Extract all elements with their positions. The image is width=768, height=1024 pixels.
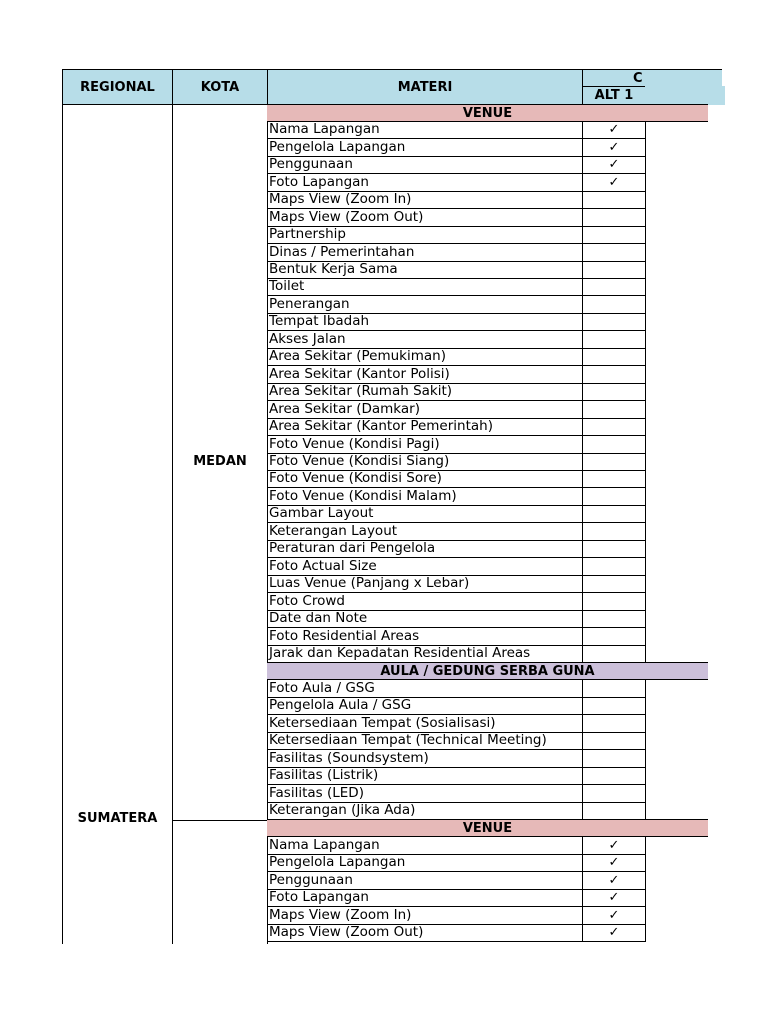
table-row: [267, 837, 646, 855]
table-row: [267, 593, 646, 611]
table-row: [267, 750, 646, 768]
materi-cell: Partnership: [268, 226, 583, 243]
section-title: VENUE: [462, 105, 513, 121]
table-row: [267, 610, 646, 628]
kota-value: MEDAN: [193, 454, 247, 469]
materi-cell: Fasilitas (Listrik): [268, 767, 583, 784]
materi-cell: Keterangan (Jika Ada): [268, 802, 583, 819]
alt1-cell[interactable]: [583, 453, 645, 470]
table-row: [267, 418, 646, 436]
alt1-cell[interactable]: [583, 785, 645, 802]
materi-cell: Pengelola Aula / GSG: [268, 697, 583, 714]
alt1-cell[interactable]: [583, 331, 645, 348]
alt1-cell[interactable]: [583, 593, 645, 610]
table-row: [267, 366, 646, 384]
check-icon[interactable]: ✓: [608, 890, 620, 905]
alt1-cell[interactable]: [583, 244, 645, 261]
check-icon[interactable]: ✓: [608, 122, 620, 137]
materi-cell: Foto Lapangan: [268, 889, 583, 906]
alt1-cell[interactable]: [583, 540, 645, 557]
materi-cell: Foto Venue (Kondisi Malam): [268, 488, 583, 505]
materi-cell: Toilet: [268, 278, 583, 295]
alt1-cell[interactable]: [583, 296, 645, 313]
section-title: AULA / GEDUNG SERBA GUNA: [380, 663, 595, 679]
table-row: [267, 453, 646, 471]
alt1-cell[interactable]: [583, 575, 645, 592]
materi-cell: Akses Jalan: [268, 331, 583, 348]
materi-cell: Foto Venue (Kondisi Sore): [268, 470, 583, 487]
materi-cell: Pengelola Lapangan: [268, 854, 583, 871]
table-row: [267, 383, 646, 401]
table-row: [267, 401, 646, 419]
alt1-cell[interactable]: [583, 628, 645, 645]
check-icon[interactable]: ✓: [608, 175, 620, 190]
materi-cell: Dinas / Pemerintahan: [268, 244, 583, 261]
materi-cell: Foto Actual Size: [268, 558, 583, 575]
materi-cell: Maps View (Zoom Out): [268, 924, 583, 941]
alt1-cell[interactable]: [583, 348, 645, 365]
section-header-venue: [267, 104, 708, 122]
materi-cell: Maps View (Zoom Out): [268, 209, 583, 226]
materi-cell: Foto Residential Areas: [268, 628, 583, 645]
check-icon[interactable]: ✓: [608, 925, 620, 940]
materi-cell: Area Sekitar (Damkar): [268, 401, 583, 418]
header-alt1-label: ALT 1: [594, 88, 634, 103]
table-row: [267, 680, 646, 698]
table-row: [267, 715, 646, 733]
materi-cell: Penerangan: [268, 296, 583, 313]
alt1-cell[interactable]: [583, 261, 645, 278]
table-row: [267, 156, 646, 174]
materi-cell: Date dan Note: [268, 610, 583, 627]
table-row: [267, 348, 646, 366]
alt1-cell[interactable]: [583, 401, 645, 418]
table-row: [267, 645, 646, 663]
materi-cell: Pengelola Lapangan: [268, 139, 583, 156]
alt1-cell[interactable]: [583, 697, 645, 714]
materi-cell: Bentuk Kerja Sama: [268, 261, 583, 278]
materi-cell: Maps View (Zoom In): [268, 191, 583, 208]
alt1-cell[interactable]: [583, 645, 645, 662]
table-row: [267, 226, 646, 244]
table-row: [267, 924, 646, 942]
materi-cell: Keterangan Layout: [268, 523, 583, 540]
header-filler: [645, 86, 725, 105]
materi-cell: Penggunaan: [268, 156, 583, 173]
table-row: [267, 802, 646, 820]
regional-value: SUMATERA: [77, 811, 158, 826]
header-alt1: [582, 86, 646, 105]
table-row: [267, 575, 646, 593]
table-row: [267, 121, 646, 139]
alt1-cell[interactable]: [583, 436, 645, 453]
materi-cell: Ketersediaan Tempat (Sosialisasi): [268, 715, 583, 732]
table-row: [267, 872, 646, 890]
check-icon[interactable]: ✓: [608, 838, 620, 853]
table-row: [267, 854, 646, 872]
materi-cell: Foto Venue (Kondisi Siang): [268, 453, 583, 470]
materi-cell: Fasilitas (Soundsystem): [268, 750, 583, 767]
materi-cell: Area Sekitar (Kantor Polisi): [268, 366, 583, 383]
materi-cell: Luas Venue (Panjang x Lebar): [268, 575, 583, 592]
table-row: [267, 889, 646, 907]
table-row: [267, 628, 646, 646]
check-icon[interactable]: ✓: [608, 873, 620, 888]
table-row: [267, 785, 646, 803]
alt1-cell[interactable]: [583, 383, 645, 400]
alt1-cell[interactable]: [583, 470, 645, 487]
check-icon[interactable]: ✓: [608, 855, 620, 870]
header-kota: [172, 69, 268, 105]
materi-cell: Area Sekitar (Kantor Pemerintah): [268, 418, 583, 435]
alt1-cell[interactable]: [583, 505, 645, 522]
materi-cell: Foto Crowd: [268, 593, 583, 610]
table-row: [267, 767, 646, 785]
materi-cell: Area Sekitar (Pemukiman): [268, 348, 583, 365]
table-row: [267, 174, 646, 192]
materi-cell: Penggunaan: [268, 872, 583, 889]
table-row: [267, 261, 646, 279]
alt1-cell[interactable]: [583, 226, 645, 243]
materi-cell: Foto Venue (Kondisi Pagi): [268, 436, 583, 453]
table-row: [267, 209, 646, 227]
check-icon[interactable]: ✓: [608, 140, 620, 155]
alt1-cell[interactable]: [583, 715, 645, 732]
section-header-aula: [267, 662, 708, 680]
header-materi: [267, 69, 583, 105]
table-row: [267, 331, 646, 349]
alt1-cell[interactable]: [583, 523, 645, 540]
table-row: [267, 505, 646, 523]
alt1-cell[interactable]: [583, 191, 645, 208]
header-regional-label: REGIONAL: [80, 79, 155, 95]
check-icon[interactable]: ✓: [608, 157, 620, 172]
table-row: [267, 191, 646, 209]
table-row: [267, 436, 646, 454]
materi-cell: Maps View (Zoom In): [268, 907, 583, 924]
alt1-cell[interactable]: [583, 732, 645, 749]
header-kota-label: KOTA: [200, 79, 240, 95]
section-title: VENUE: [462, 820, 513, 836]
materi-cell: Nama Lapangan: [268, 121, 583, 138]
header-materi-label: MATERI: [397, 79, 453, 95]
materi-cell: Nama Lapangan: [268, 837, 583, 854]
check-icon[interactable]: ✓: [608, 908, 620, 923]
materi-cell: Peraturan dari Pengelola: [268, 540, 583, 557]
table-row: [267, 907, 646, 925]
alt1-cell[interactable]: [583, 313, 645, 330]
alt1-cell[interactable]: [583, 278, 645, 295]
materi-cell: Gambar Layout: [268, 505, 583, 522]
table-row: [267, 697, 646, 715]
alt1-cell[interactable]: [583, 610, 645, 627]
alt1-cell[interactable]: [583, 209, 645, 226]
materi-cell: Area Sekitar (Rumah Sakit): [268, 383, 583, 400]
alt1-cell[interactable]: [583, 767, 645, 784]
materi-cell: Fasilitas (LED): [268, 785, 583, 802]
table-row: [267, 278, 646, 296]
alt1-cell[interactable]: [583, 488, 645, 505]
table-row: [267, 296, 646, 314]
table-row: [267, 244, 646, 262]
table-row: [267, 523, 646, 541]
kota-merged-cell: [172, 104, 268, 944]
materi-cell: Jarak dan Kepadatan Residential Areas: [268, 645, 583, 662]
materi-cell: Foto Lapangan: [268, 174, 583, 191]
table-row: [267, 470, 646, 488]
alt1-cell[interactable]: [583, 750, 645, 767]
alt1-cell[interactable]: [583, 558, 645, 575]
materi-cell: Ketersediaan Tempat (Technical Meeting): [268, 732, 583, 749]
materi-cell: Tempat Ibadah: [268, 313, 583, 330]
header-group-label: C: [633, 70, 643, 86]
table-row: [267, 139, 646, 157]
table-row: [267, 558, 646, 576]
table-row: [267, 488, 646, 506]
kota-divider: [172, 820, 268, 821]
alt1-cell[interactable]: [583, 418, 645, 435]
materi-cell: Foto Aula / GSG: [268, 680, 583, 697]
section-header-venue: [267, 819, 708, 837]
alt1-cell[interactable]: [583, 680, 645, 697]
table-row: [267, 313, 646, 331]
header-regional: [62, 69, 173, 105]
table-row: [267, 732, 646, 750]
alt1-cell[interactable]: [583, 802, 645, 819]
header-group: [582, 69, 722, 87]
alt1-cell[interactable]: [583, 366, 645, 383]
table-row: [267, 540, 646, 558]
